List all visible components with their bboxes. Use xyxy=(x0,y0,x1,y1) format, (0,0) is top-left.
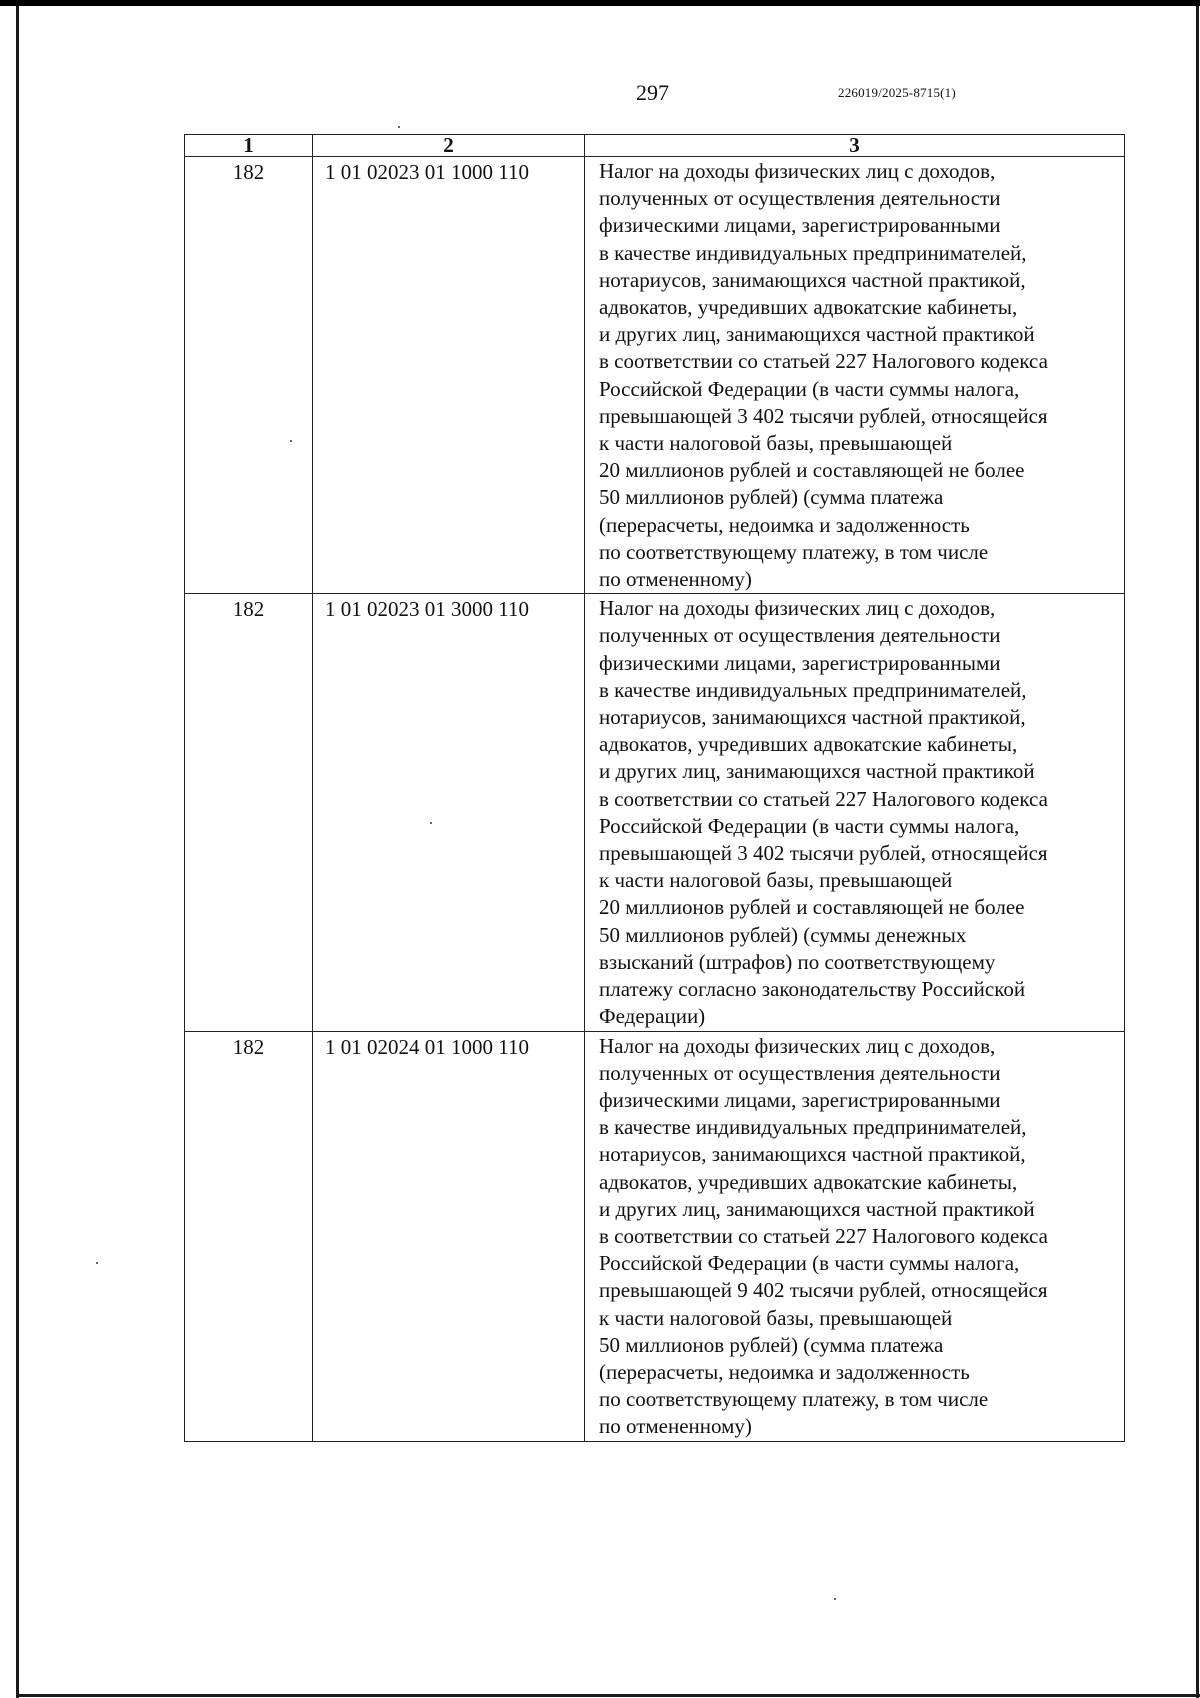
table-row xyxy=(185,594,1125,1031)
table-header-row xyxy=(185,135,1125,157)
description-line: полученных от осуществления деятельности xyxy=(599,623,1001,648)
description-line: адвокатов, учредивших адвокатские кабинеты, xyxy=(599,732,1018,757)
description-line: по соответствующему платежу, в том числе xyxy=(599,539,989,564)
scan-frame-bottom xyxy=(16,1694,1200,1697)
description-line: адвокатов, учредивших адвокатские кабинеты, xyxy=(599,295,1018,320)
description-line: к части налоговой базы, превышающей xyxy=(599,868,953,893)
description-line: 20 миллионов рублей и составляющей не более xyxy=(599,458,1025,483)
description-line: и других лиц, занимающихся частной практикой xyxy=(599,759,1035,784)
description-line: физическими лицами, зарегистрированными xyxy=(599,650,1001,675)
budget-classification-code-cell: 1 01 02023 01 1000 110 xyxy=(313,157,585,594)
column-header-2: 2 xyxy=(313,135,585,157)
description-line: в соответствии со статьей 227 Налогового кодекса xyxy=(599,1223,1048,1248)
description-line: (перерасчеты, недоимка и задолженность xyxy=(599,1359,970,1384)
description-line: платежу согласно законодательству Российской xyxy=(599,977,1026,1002)
page-number: 297 xyxy=(636,80,669,105)
description-line: 50 миллионов рублей) (сумма платежа xyxy=(599,1332,944,1357)
table-row xyxy=(185,157,1125,594)
scan-frame-left xyxy=(16,6,19,1698)
scan-speck xyxy=(834,1598,836,1600)
scan-frame-right xyxy=(1196,6,1199,1698)
description-line: превышающей 9 402 тысячи рублей, относящейся xyxy=(599,1278,1048,1303)
admin-code-cell: 182 xyxy=(185,157,313,594)
budget-codes-table xyxy=(184,134,1125,1442)
description-line: 50 миллионов рублей) (сумма платежа xyxy=(599,485,944,510)
description-line: нотариусов, занимающихся частной практикой, xyxy=(599,705,1026,730)
income-description-cell xyxy=(585,157,1125,594)
description-line: в качестве индивидуальных предпринимателей, xyxy=(599,677,1027,702)
income-description-cell xyxy=(585,594,1125,1031)
description-line: Налог на доходы физических лиц с доходов, xyxy=(599,1033,996,1058)
description-line: Российской Федерации (в части суммы налога, xyxy=(599,1251,1020,1276)
description-line: адвокатов, учредивших адвокатские кабинеты, xyxy=(599,1169,1018,1194)
description-line: нотариусов, занимающихся частной практикой, xyxy=(599,267,1026,292)
description-line: Федерации) xyxy=(599,1004,706,1029)
description-line: по отмененному) xyxy=(599,567,752,592)
description-line: и других лиц, занимающихся частной практикой xyxy=(599,1196,1035,1221)
description-line: физическими лицами, зарегистрированными xyxy=(599,1087,1001,1112)
admin-code-cell: 182 xyxy=(185,1031,313,1441)
column-header-1: 1 xyxy=(185,135,313,157)
description-line: 20 миллионов рублей и составляющей не более xyxy=(599,895,1025,920)
description-line: и других лиц, занимающихся частной практикой xyxy=(599,322,1035,347)
description-line: полученных от осуществления деятельности xyxy=(599,186,1001,211)
description-line: Налог на доходы физических лиц с доходов, xyxy=(599,596,996,621)
description-line: в соответствии со статьей 227 Налогового кодекса xyxy=(599,786,1048,811)
description-line: превышающей 3 402 тысячи рублей, относящейся xyxy=(599,403,1048,428)
description-line: в качестве индивидуальных предпринимателей, xyxy=(599,1115,1027,1140)
document-id: 226019/2025-8715(1) xyxy=(838,85,956,100)
description-line: к части налоговой базы, превышающей xyxy=(599,1305,953,1330)
table-row xyxy=(185,1031,1125,1441)
description-line: 50 миллионов рублей) (суммы денежных xyxy=(599,922,967,947)
description-line: Российской Федерации (в части суммы налога, xyxy=(599,813,1020,838)
admin-code-cell: 182 xyxy=(185,594,313,1031)
description-line: по отмененному) xyxy=(599,1414,752,1439)
column-header-3: 3 xyxy=(585,135,1125,157)
description-line: полученных от осуществления деятельности xyxy=(599,1060,1001,1085)
table-body xyxy=(185,157,1125,1442)
description-line: в соответствии со статьей 227 Налогового кодекса xyxy=(599,349,1048,374)
description-line: (перерасчеты, недоимка и задолженность xyxy=(599,512,970,537)
description-line: Российской Федерации (в части суммы налога, xyxy=(599,376,1020,401)
budget-classification-code-cell: 1 01 02023 01 3000 110 xyxy=(313,594,585,1031)
description-line: нотариусов, занимающихся частной практикой, xyxy=(599,1142,1026,1167)
description-line: в качестве индивидуальных предпринимателей, xyxy=(599,240,1027,265)
description-line: физическими лицами, зарегистрированными xyxy=(599,213,1001,238)
scan-frame-top xyxy=(0,0,1200,6)
description-line: взысканий (штрафов) по соответствующему xyxy=(599,949,996,974)
description-line: Налог на доходы физических лиц с доходов, xyxy=(599,159,996,183)
description-line: превышающей 3 402 тысячи рублей, относящейся xyxy=(599,841,1048,866)
budget-classification-code-cell: 1 01 02024 01 1000 110 xyxy=(313,1031,585,1441)
description-line: по соответствующему платежу, в том числе xyxy=(599,1387,989,1412)
scan-speck xyxy=(96,1262,98,1264)
description-line: к части налоговой базы, превышающей xyxy=(599,431,953,456)
income-description-cell xyxy=(585,1031,1125,1441)
scan-speck xyxy=(398,126,400,128)
